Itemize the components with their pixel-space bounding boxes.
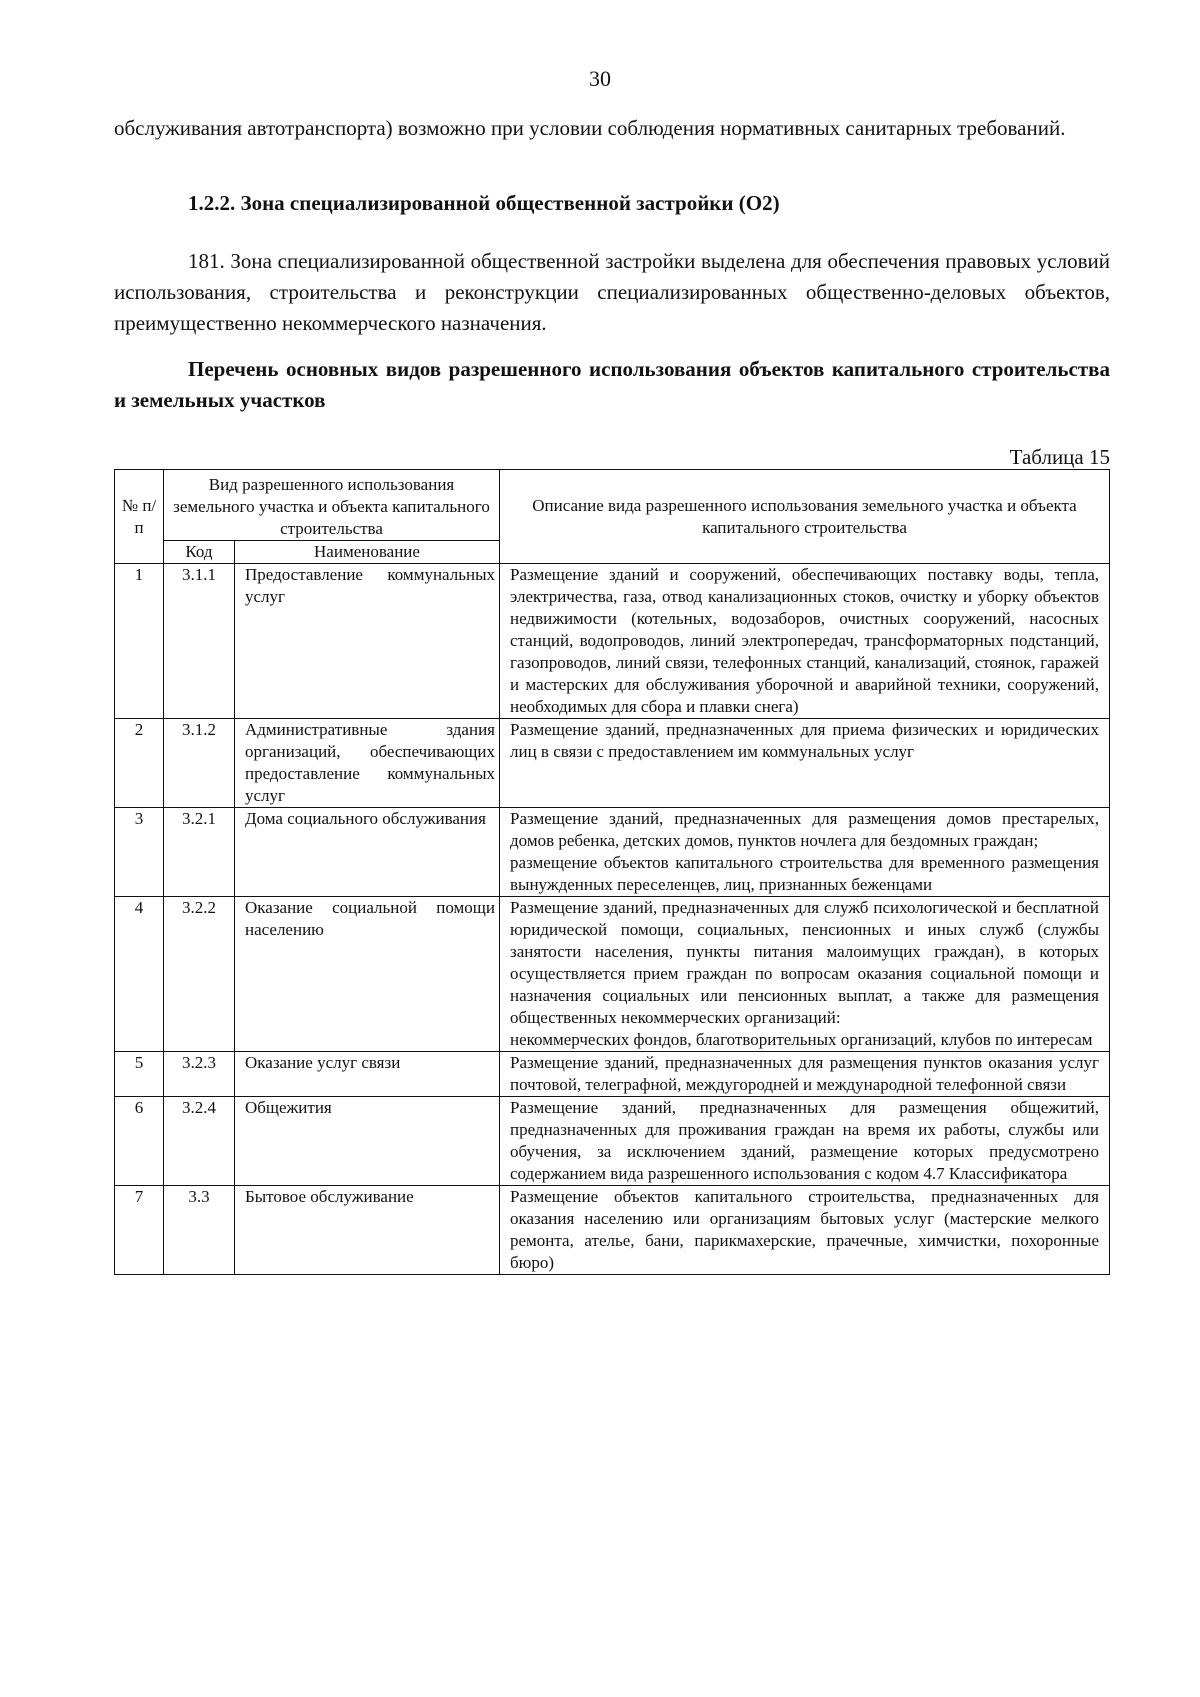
row-code: 3.2.2: [164, 897, 235, 1052]
row-number: 5: [115, 1052, 164, 1097]
table-header-row: [115, 470, 1110, 541]
row-number: 3: [115, 808, 164, 897]
page-number: 30: [589, 66, 611, 91]
row-description-extra: некоммерческих фондов, благотворительных организаций, клубов по интересам: [510, 1030, 1093, 1049]
row-description-extra: размещение объектов капитального строительства для временного размещения вынужденных переселенцев, лиц, признанных беженцами: [510, 853, 1099, 894]
row-description: [500, 808, 1110, 897]
row-description-text: Размещение зданий и сооружений, обеспечивающих поставку воды, тепла, электричества, газа, отвод канализационных стоков, очистку и уборку объектов недвижимости (котельных, водозаборов, очистных сооружений, насосных станций, водопроводов, линий электропередач, трансформаторных подстанций, газопроводов, линий связи, телефонных станций, канализаций, стоянок, гаражей и мастерских для обслуживания уборочной и аварийной техники, сооружений, необходимых для сбора и плавки снега): [510, 565, 1099, 716]
row-number: 2: [115, 719, 164, 808]
row-code: 3.2.1: [164, 808, 235, 897]
row-name: Бытовое обслуживание: [235, 1186, 500, 1275]
row-description-text: Размещение зданий, предназначенных для приема физических и юридических лиц в связи с предоставлением им коммунальных услуг: [510, 720, 1099, 761]
row-number: 6: [115, 1097, 164, 1186]
header-group: Вид разрешенного использования земельного участка и объекта капитального строительства: [164, 470, 500, 541]
row-name: Дома социального обслуживания: [235, 808, 500, 897]
row-name: Предоставление коммунальных услуг: [235, 564, 500, 719]
row-description-text: Размещение зданий, предназначенных для размещения домов престарелых, домов ребенка, детских домов, пунктов ночлега для бездомных граждан;: [510, 809, 1099, 850]
table-body: [115, 564, 1110, 1275]
row-description-text: Размещение объектов капитального строительства, предназначенных для оказания населению или организациям бытовых услуг (мастерские мелкого ремонта, ателье, бани, парикмахерские, прачечные, химчистки, похоронные бюро): [510, 1187, 1099, 1272]
row-code: 3.2.3: [164, 1052, 235, 1097]
table-row: [115, 1097, 1110, 1186]
row-description-text: Размещение зданий, предназначенных для размещения общежитий, предназначенных для проживания граждан на время их работы, службы или обучения, за исключением зданий, размещение которых предусмотрено содержанием вида разрешенного использования с кодом 4.7 Классификатора: [510, 1098, 1099, 1183]
table-row: [115, 564, 1110, 719]
row-number: 4: [115, 897, 164, 1052]
header-code: Код: [164, 541, 235, 564]
row-code: 3.1.1: [164, 564, 235, 719]
header-name: Наименование: [235, 541, 500, 564]
row-code: 3.2.4: [164, 1097, 235, 1186]
row-description: [500, 1186, 1110, 1275]
clause-paragraph: 181. Зона специализированной общественной застройки выделена для обеспечения правовых условий использования, строительства и реконструкции специализированных общественно-деловых объектов, преимущественно некоммерческого назначения.: [114, 249, 1110, 335]
section-heading: 1.2.2. Зона специализированной общественной застройки (О2): [188, 191, 780, 215]
table-row: [115, 719, 1110, 808]
table-row: [115, 808, 1110, 897]
row-description-text: Размещение зданий, предназначенных для размещения пунктов оказания услуг почтовой, телеграфной, междугородней и международной телефонной связи: [510, 1053, 1099, 1094]
row-description: [500, 719, 1110, 808]
table-row: [115, 1186, 1110, 1275]
row-number: 7: [115, 1186, 164, 1275]
row-code: 3.1.2: [164, 719, 235, 808]
table-row: [115, 1052, 1110, 1097]
row-description: [500, 1097, 1110, 1186]
intro-paragraph: обслуживания автотранспорта) возможно при условии соблюдения нормативных санитарных требований.: [114, 116, 1066, 140]
row-description: [500, 1052, 1110, 1097]
row-name: Оказание социальной помощи населению: [235, 897, 500, 1052]
table-row: [115, 897, 1110, 1052]
header-num: № п/п: [115, 470, 164, 564]
row-number: 1: [115, 564, 164, 719]
row-name: Оказание услуг связи: [235, 1052, 500, 1097]
header-description: Описание вида разрешенного использования земельного участка и объекта капитального строительства: [500, 470, 1110, 564]
row-description: [500, 564, 1110, 719]
row-name: Административные здания организаций, обеспечивающих предоставление коммунальных услуг: [235, 719, 500, 808]
table-label: Таблица 15: [1009, 445, 1110, 469]
list-title: Перечень основных видов разрешенного использования объектов капитального строительства и земельных участков: [114, 357, 1110, 412]
row-description-text: Размещение зданий, предназначенных для служб психологической и бесплатной юридической помощи, социальных, пенсионных и иных служб (службы занятости населения, пункты питания малоимущих граждан), в которых осуществляется прием граждан по вопросам оказания социальной помощи и назначения социальных или пенсионных выплат, а также для размещения общественных некоммерческих организаций:: [510, 898, 1099, 1027]
row-name: Общежития: [235, 1097, 500, 1186]
row-code: 3.3: [164, 1186, 235, 1275]
row-description: [500, 897, 1110, 1052]
permitted-use-table: [114, 469, 1110, 1275]
